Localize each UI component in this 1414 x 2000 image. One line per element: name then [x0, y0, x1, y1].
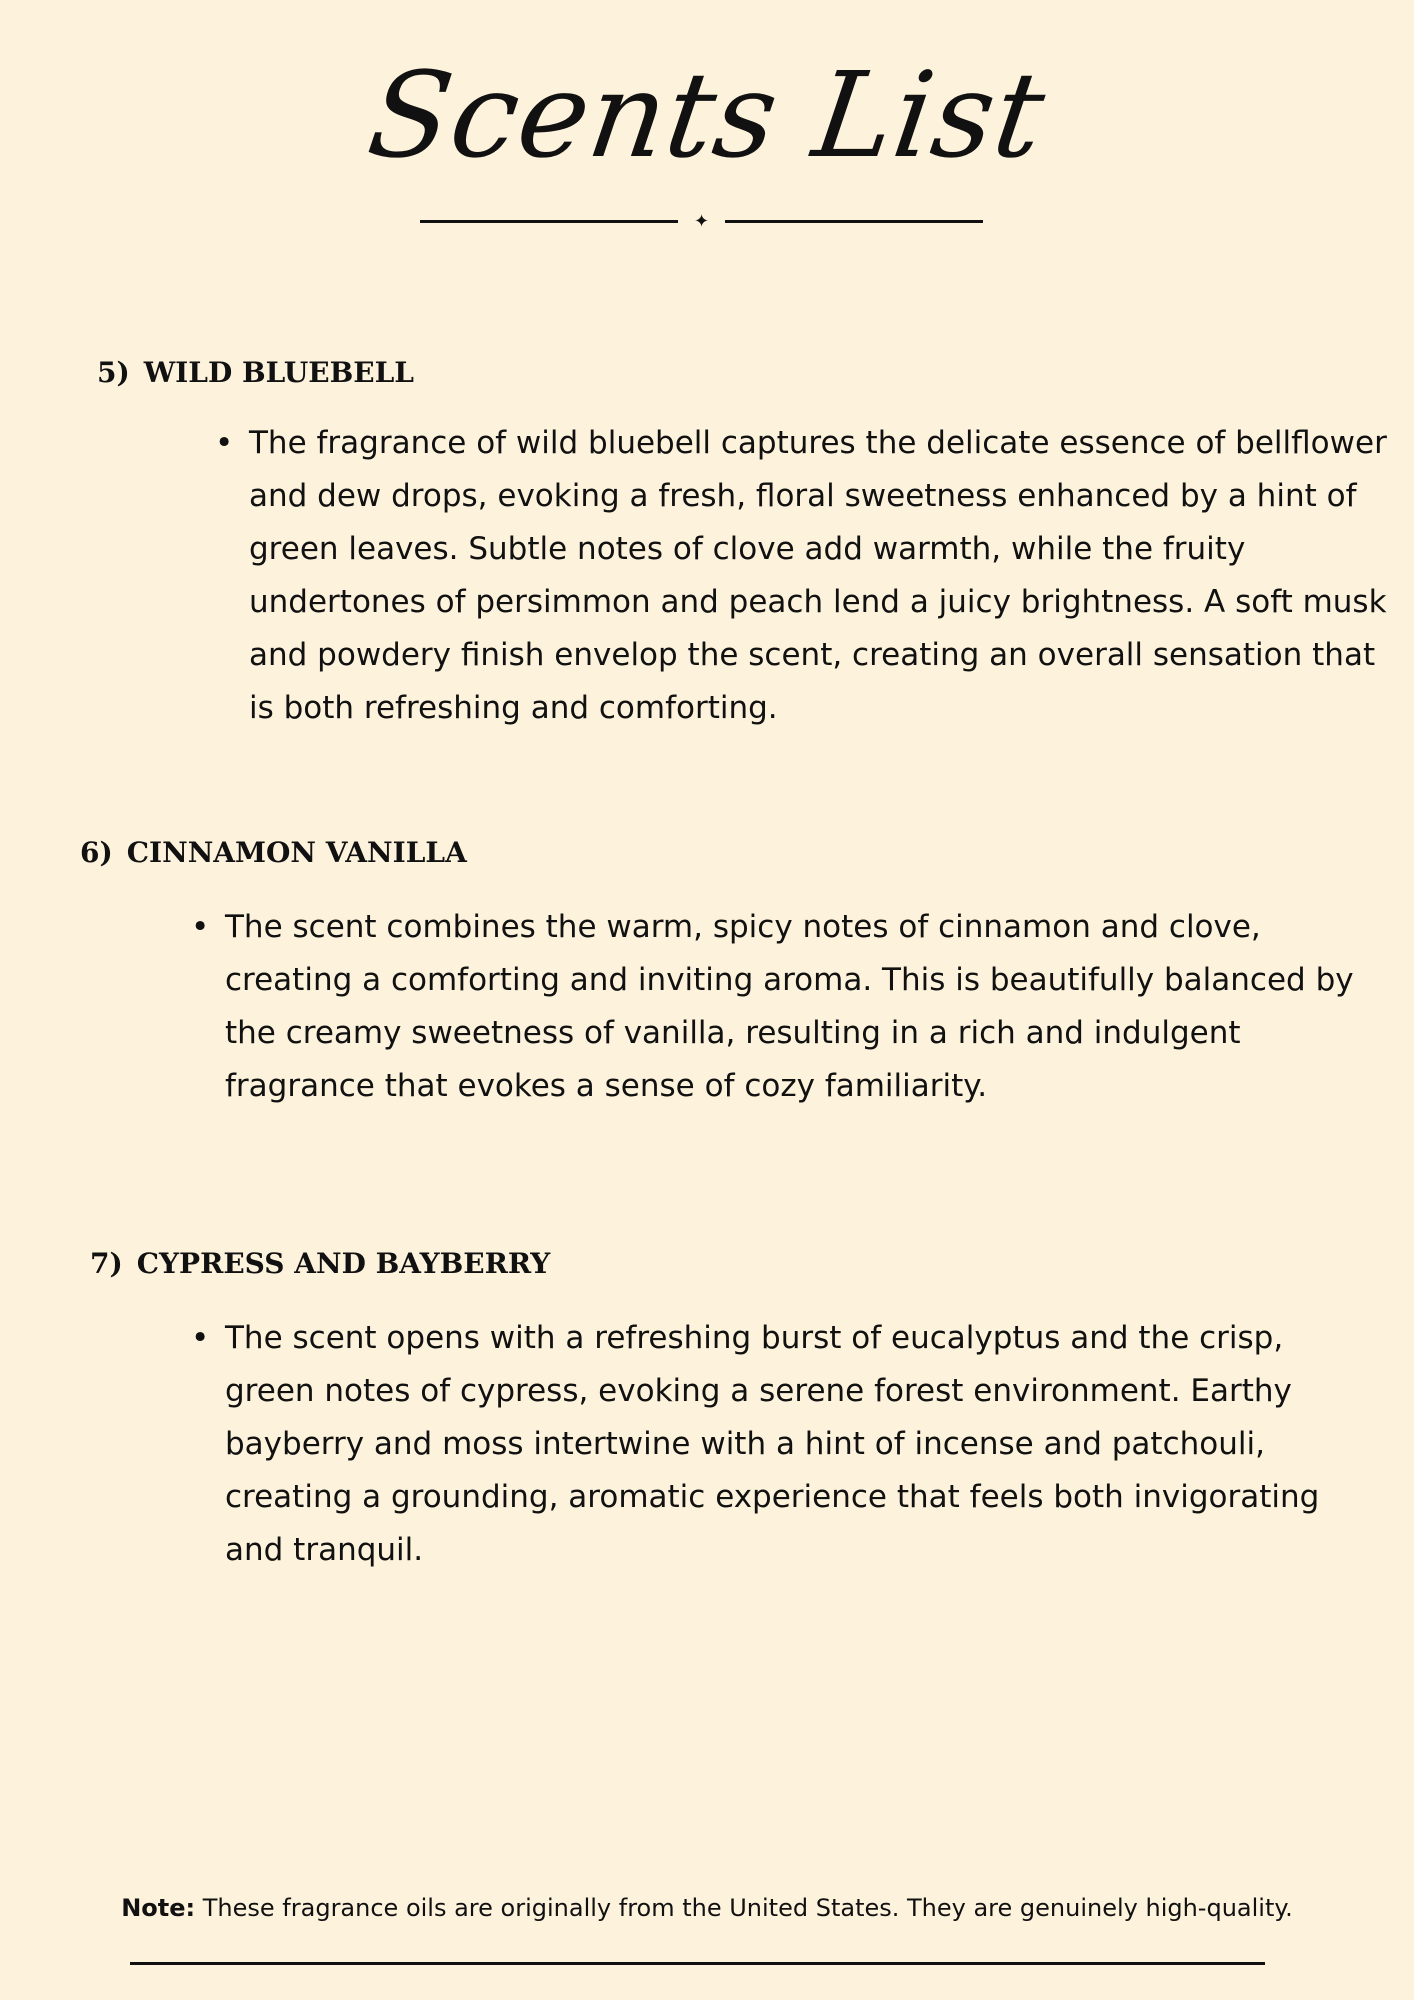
- bullet-icon: •: [191, 909, 210, 945]
- list-item: [191, 901, 1375, 1113]
- list-item: [215, 417, 1409, 735]
- section-number: 7): [90, 1247, 123, 1280]
- section-title: WILD BLUEBELL: [143, 356, 414, 389]
- section-title: CINNAMON VANILLA: [126, 836, 467, 869]
- footer-divider: [130, 1962, 1265, 1965]
- section-number: 6): [80, 836, 113, 869]
- description-list: [215, 417, 1409, 735]
- section-heading: [90, 1247, 1240, 1280]
- scent-section-wild-bluebell: [97, 356, 1387, 726]
- description-text: The fragrance of wild bluebell captures the delicate essence of bellflower and dew drops, evoking a fresh, floral sweetness enhanced by a hint of green leaves. Subtle notes of clove add warmth, while the fruity undertones of persimmon and peach lend a juicy brightness. A soft musk and powdery finish envelop the scent, creating an overall sensation that is both refreshing and comforting.: [249, 425, 1387, 726]
- section-title: CYPRESS AND BAYBERRY: [136, 1247, 551, 1280]
- bullet-icon: •: [191, 1320, 210, 1356]
- title-divider-line-left: [420, 220, 678, 223]
- description-text: The scent combines the warm, spicy notes of cinnamon and clove, creating a comforting and inviting aroma. This is beautifully balanced by the creamy sweetness of vanilla, resulting in a rich and indulgent fragrance that evokes a sense of cozy familiarity.: [225, 909, 1354, 1104]
- title-block: [0, 40, 1414, 190]
- sparkle-icon: ✦: [694, 211, 710, 232]
- footer-note: [0, 1894, 1414, 1922]
- section-heading: [80, 836, 1230, 869]
- scent-section-cinnamon-vanilla: [80, 836, 1354, 1104]
- description-list: [191, 901, 1375, 1113]
- section-number: 5): [97, 356, 130, 389]
- title-divider-line-right: [725, 220, 983, 223]
- scent-section-cypress-and-bayberry: [90, 1247, 1320, 1568]
- title-divider: [420, 211, 985, 232]
- bullet-icon: •: [215, 425, 234, 461]
- list-item: [191, 1312, 1375, 1577]
- description-list: [191, 1312, 1375, 1577]
- note-text: These fragrance oils are originally from the United States. They are genuinely high-quality.: [195, 1894, 1293, 1922]
- description-text: The scent opens with a refreshing burst of eucalyptus and the crisp, green notes of cypress, evoking a serene forest environment. Earthy bayberry and moss intertwine with a hint of incense and patchouli, creating a grounding, aromatic experience that feels both invigorating and tranquil.: [225, 1320, 1320, 1568]
- page-title: Scents List: [360, 46, 1054, 184]
- note-label: Note:: [121, 1894, 196, 1922]
- section-heading: [97, 356, 1257, 389]
